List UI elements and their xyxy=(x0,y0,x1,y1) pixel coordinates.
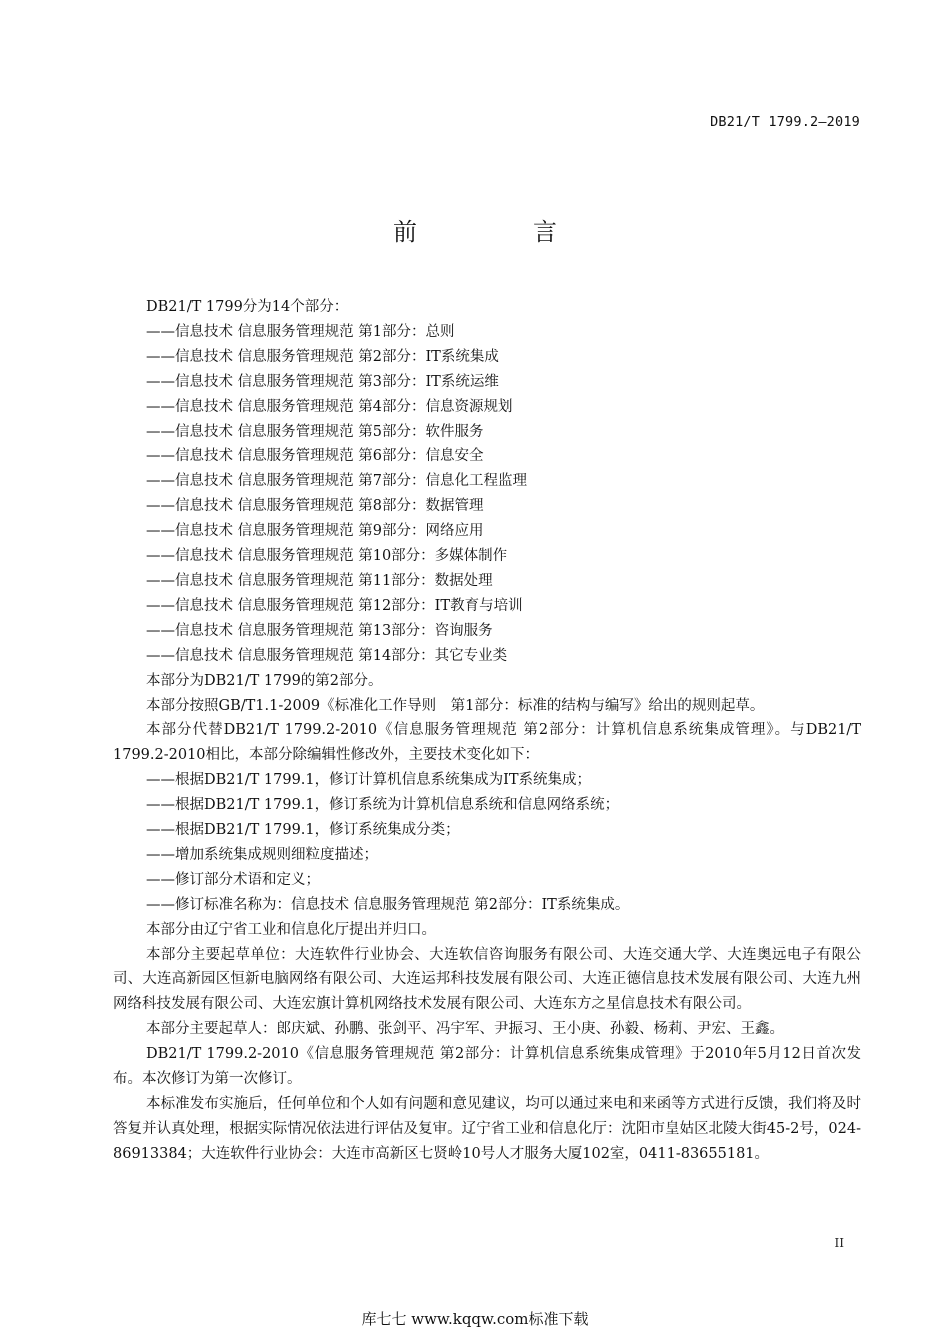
changes-list xyxy=(113,768,861,917)
change-list-item: ——根据DB21/T 1799.1，修订系统集成分类； xyxy=(146,822,460,839)
part-list-item: ——信息技术 信息服务管理规范 第6部分：信息安全 xyxy=(146,448,484,465)
change-list-item: ——修订部分术语和定义； xyxy=(146,871,320,888)
part-list-item: ——信息技术 信息服务管理规范 第7部分：信息化工程监理 xyxy=(146,473,527,490)
change-list-item: ——根据DB21/T 1799.1，修订系统为计算机信息系统和信息网络系统； xyxy=(146,797,620,814)
part-list-item: ——信息技术 信息服务管理规范 第10部分：多媒体制作 xyxy=(146,548,508,565)
part-list-item: ——信息技术 信息服务管理规范 第11部分：数据处理 xyxy=(146,572,493,589)
parts-intro: DB21/T 1799分为14个部分： xyxy=(146,299,349,315)
part-list-item: ——信息技术 信息服务管理规范 第5部分：软件服务 xyxy=(146,423,484,440)
change-list-item: ——根据DB21/T 1799.1，修订计算机信息系统集成为IT系统集成； xyxy=(146,772,592,789)
page-title: 前 言 xyxy=(393,218,603,246)
watermark-footer: 库七七 www.kqqw.com标准下载 xyxy=(361,1310,589,1328)
proposer-statement: 本部分由辽宁省工业和信息化厅提出并归口。 xyxy=(146,921,436,938)
part-list-item: ——信息技术 信息服务管理规范 第8部分：数据管理 xyxy=(146,498,484,515)
change-list-item: ——增加系统集成规则细粒度描述； xyxy=(146,846,378,863)
part-list-item: ——信息技术 信息服务管理规范 第12部分：IT教育与培训 xyxy=(146,597,523,614)
part-list-item: ——信息技术 信息服务管理规范 第4部分：信息资源规划 xyxy=(146,398,513,415)
drafting-rule-statement: 本部分按照GB/T1.1-2009《标准化工作导则 第1部分：标准的结构与编写》给出的规则起草。 xyxy=(146,697,765,714)
part-list-item: ——信息技术 信息服务管理规范 第1部分：总则 xyxy=(146,323,455,340)
part-list-item: ——信息技术 信息服务管理规范 第2部分：IT系统集成 xyxy=(146,348,499,365)
history-statement: DB21/T 1799.2-2010《信息服务管理规范 第2部分：计算机信息系统集成管理》于2010年5月12日首次发布。本次修订为第一次修订。 xyxy=(113,1046,861,1088)
foreword-body xyxy=(113,295,861,1167)
drafting-units-statement: 本部分主要起草单位：大连软件行业协会、大连软信咨询服务有限公司、大连交通大学、大连奥远电子有限公司、大连高新园区恒新电脑网络有限公司、大连运邦科技发展有限公司、大连正德信息技术发展有限公司、大连九州网络科技发展有限公司、大连宏旗计算机网络技术发展有限公司、大连东方之星信息技术有限公司。 xyxy=(113,946,861,1013)
part-list-item: ——信息技术 信息服务管理规范 第9部分：网络应用 xyxy=(146,523,484,540)
page-number: II xyxy=(834,1236,844,1250)
part-list-item: ——信息技术 信息服务管理规范 第13部分：咨询服务 xyxy=(146,622,493,639)
part-list-item: ——信息技术 信息服务管理规范 第3部分：IT系统运维 xyxy=(146,373,499,390)
parts-list xyxy=(113,320,861,669)
feedback-statement: 本标准发布实施后，任何单位和个人如有问题和意见建议，均可以通过来电和来函等方式进行反馈，我们将及时答复并认真处理，根据实际情况依法进行评估及复审。辽宁省工业和信息化厅：沈阳市皇姑区北陵大街45-2号，024-86913384；大连软件行业协会：大连市高新区七贤岭10号人才服务大厦102室，0411-83655181。 xyxy=(113,1096,861,1162)
document-code: DB21/T 1799.2—2019 xyxy=(710,114,860,130)
drafters-statement: 本部分主要起草人：郎庆斌、孙鹏、张剑平、冯宇军、尹振习、王小庚、孙毅、杨莉、尹宏、王鑫。 xyxy=(146,1021,784,1038)
change-list-item: ——修订标准名称为：信息技术 信息服务管理规范 第2部分：IT系统集成。 xyxy=(146,896,630,913)
replacement-statement: 本部分代替DB21/T 1799.2-2010《信息服务管理规范 第2部分：计算机信息系统集成管理》。与DB21/T 1799.2-2010相比，本部分除编辑性修改外，主要技术变化如下： xyxy=(113,722,861,764)
this-part-statement: 本部分为DB21/T 1799的第2部分。 xyxy=(146,672,383,689)
part-list-item: ——信息技术 信息服务管理规范 第14部分：其它专业类 xyxy=(146,647,508,664)
